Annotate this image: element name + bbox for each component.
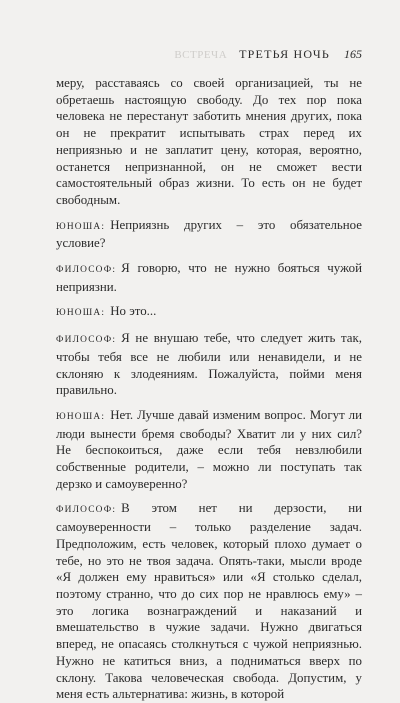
running-head [174,47,362,62]
paragraph-text: В этом нет ни дерзости, ни самоуверенности – только разделение задач. Предположим, есть человек, который плохо думает о тебе, но это не твоя задача. Опять-таки, мысли вроде «Я должен ему нравиться» или «Я столько сделал, поэтому странно, что до сих пор не нравлюсь ему» – это логика вознаграждений и наказаний и вмешательство в чужие задачи. Нужно двигаться вперед, не опасаясь столкнуться с чужой неприязнью. Нужно не катиться вниз, а подниматься вверх по склону. Такова человеческая свобода. Допустим, у меня есть альтернатива: жизнь, в которой [56,501,362,702]
speaker-label: ФИЛОСОФ: [56,265,117,276]
dialogue-paragraph [56,330,362,399]
running-head-faded-text: ВСТРЕЧА [174,49,228,61]
paragraph-text: Неприязнь других – это обязательное условие? [56,217,362,251]
paragraph-text: Нет. Лучше давай изменим вопрос. Могут ли люди вынести бремя свободы? Хватит ли у них сил? Не беспокоиться, даже если тебя невзлюбили собственные родители, – можно ли поступать так дерзко и самоуверенно? [56,407,362,491]
speaker-label: ЮНОША: [56,411,106,422]
speaker-label: ЮНОША: [56,308,106,319]
dialogue-paragraph [56,303,362,322]
speaker-label: ФИЛОСОФ: [56,505,117,516]
dialogue-paragraph [56,217,362,252]
dialogue-paragraph [56,407,362,493]
speaker-label: ЮНОША: [56,221,106,232]
paragraph [56,75,362,209]
dialogue-paragraph [56,500,362,702]
dialogue-paragraph [56,260,362,295]
paragraph-text: Я говорю, что не нужно бояться чужой неприязни. [56,261,362,294]
paragraph-text: Но это... [110,304,157,319]
text-block [56,75,362,703]
paragraph-text: меру, расставаясь со своей организацией, ты не обретаешь настоящую свободу. До тех пор пока человека не перестанут заботить мнения других, пока он не прекратит испытывать страх перед их неприязнью и не заплатит цену, которая, вероятно, останется непризнанной, он не сможет вести самостоятельный образ жизни. То есть он не будет свободным. [56,76,362,207]
chapter-title: ТРЕТЬЯ НОЧЬ [239,47,330,61]
paragraph-text: Я не внушаю тебе, что следует жить так, чтобы тебя все не любили или ненавидели, и не склоняю к злодеяниям. Пожалуйста, пойми меня правильно. [56,331,362,398]
speaker-label: ФИЛОСОФ: [56,335,117,346]
page-number: 165 [344,47,362,61]
